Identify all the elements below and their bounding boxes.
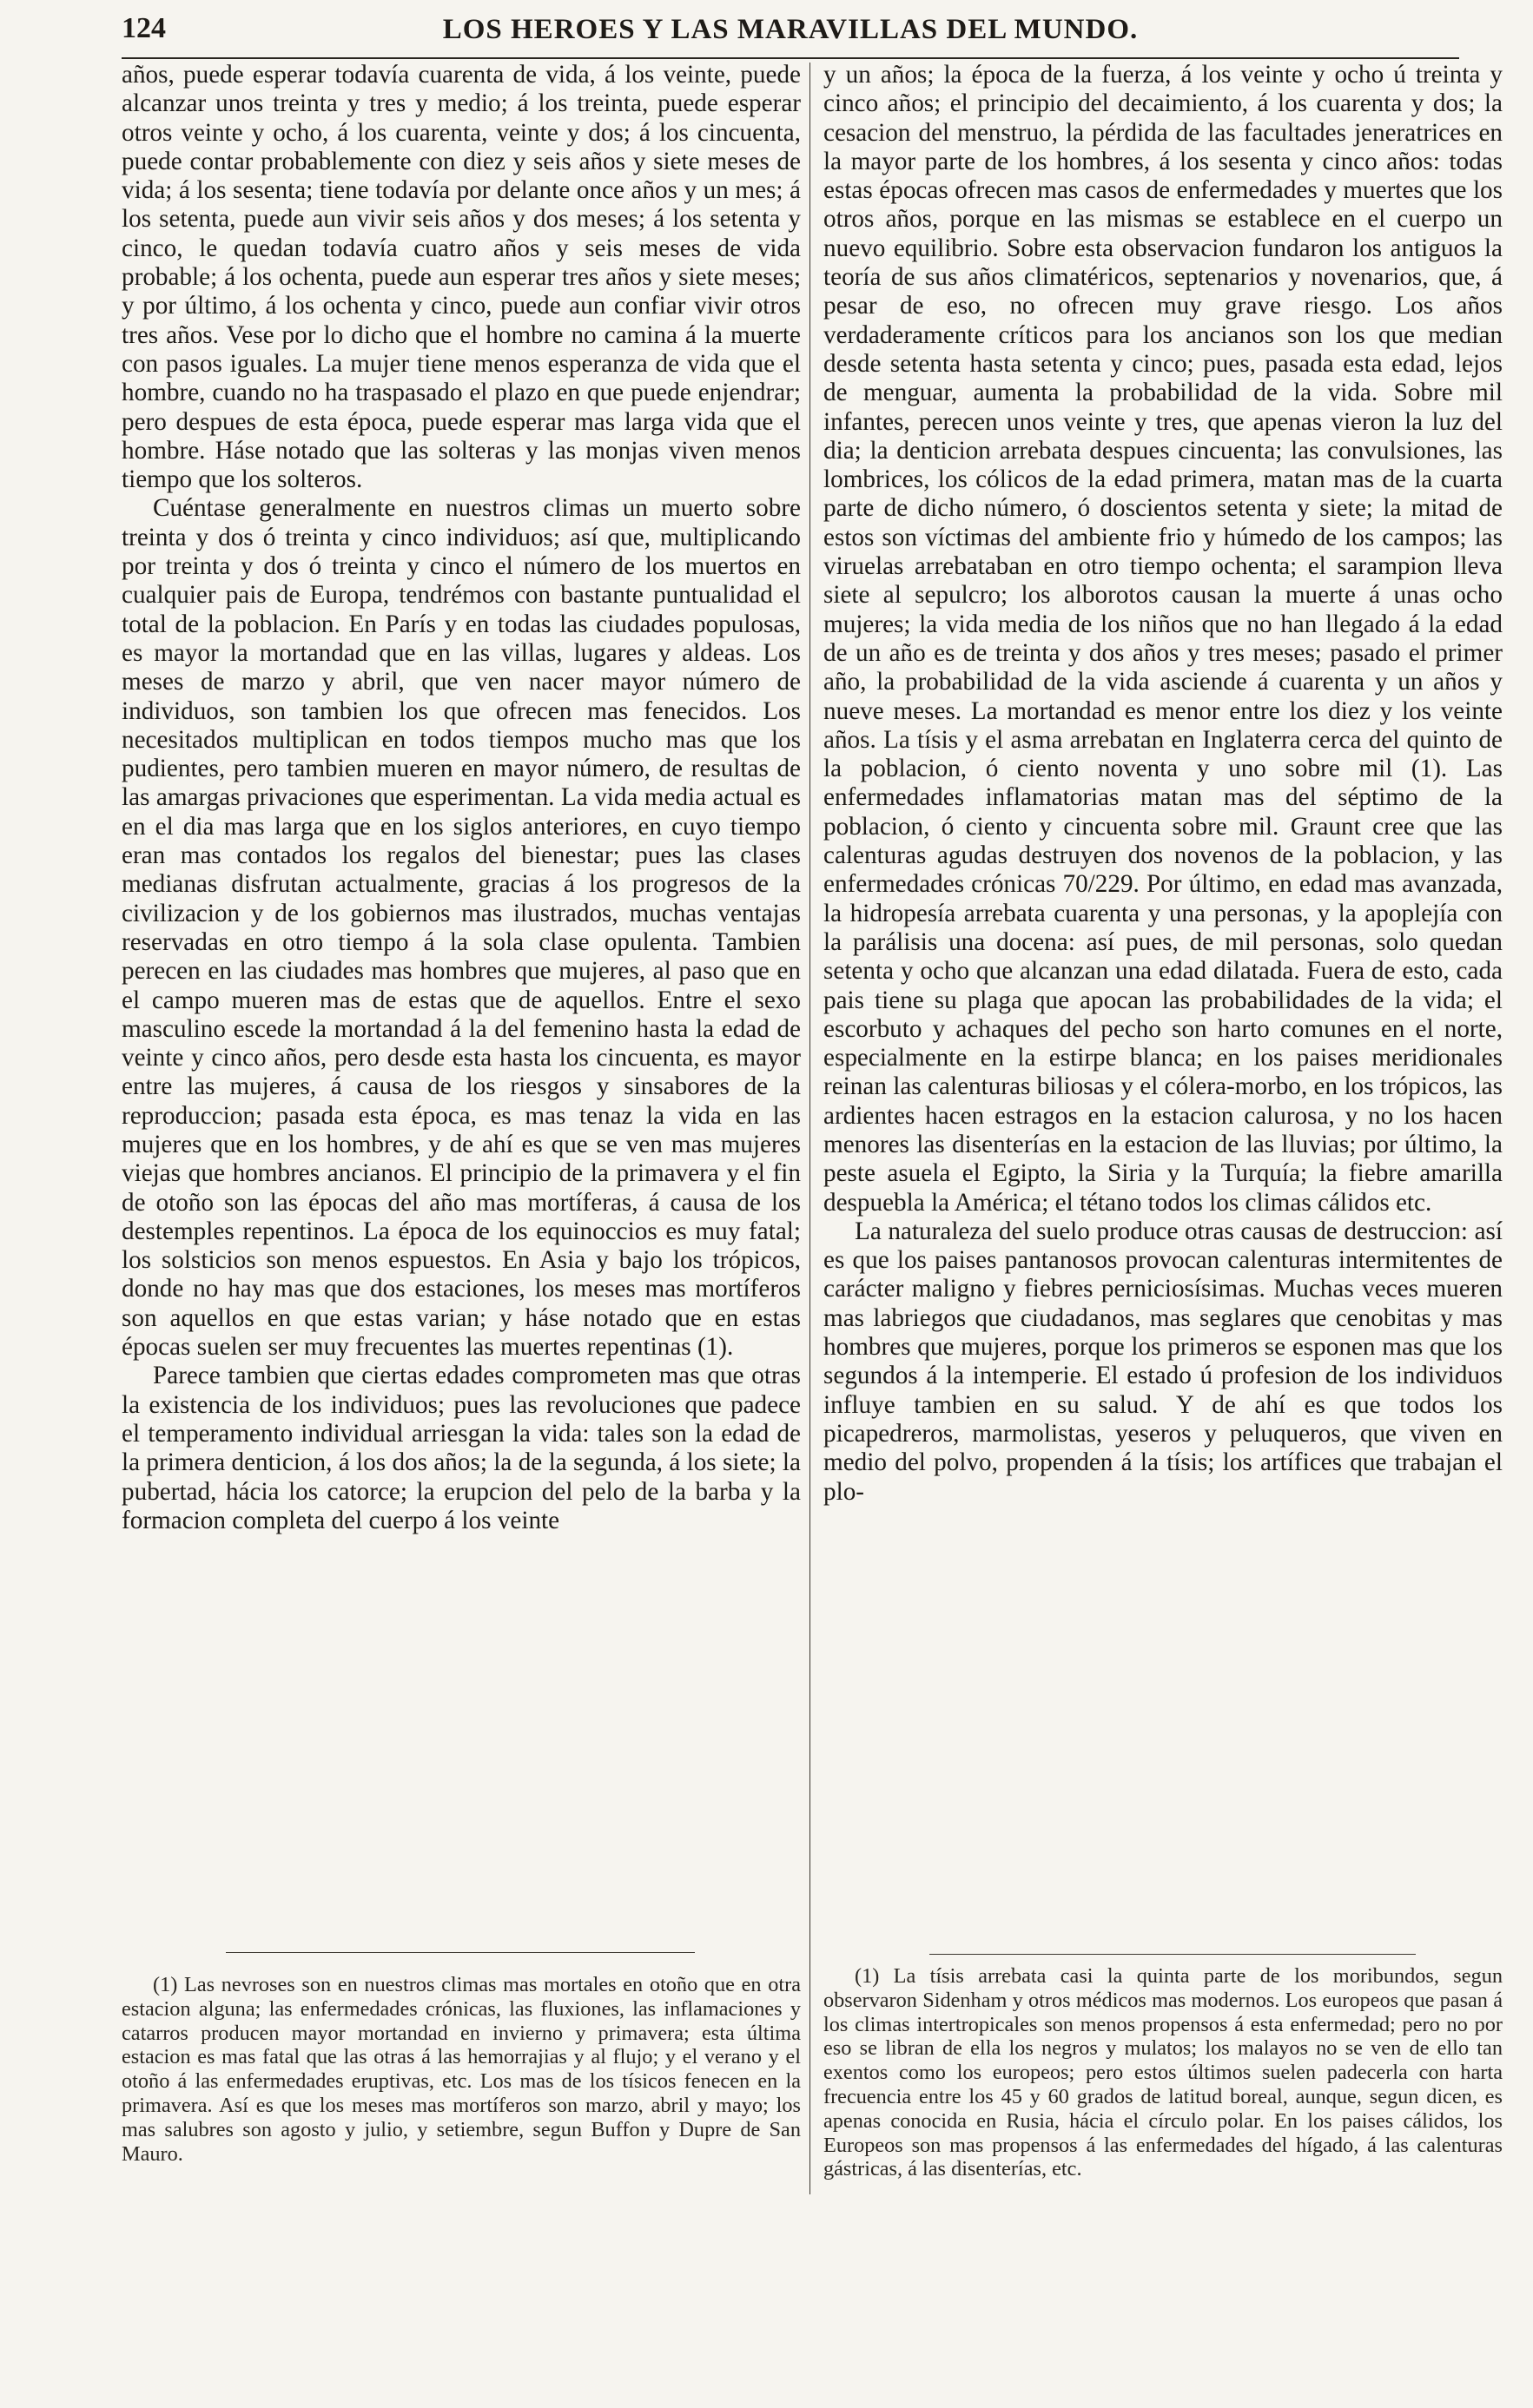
left-paragraph-2: Cuéntase generalmente en nuestros climas un muerto sobre treinta y dos ó treinta y cinco individuos; así que, multiplicando por treinta y dos ó treinta y cinco el número de los muertos en cualquier pais de Europa, tendrémos con bastante puntualidad el total de la poblacion. En París y en todas las ciudades populosas, es mayor la mortandad que en las villas, lugares y aldeas. Los meses de marzo y abril, que ven nacer mayor número de individuos, son tambien los que ofrecen mas fenecidos. Los necesitados multiplican en todos tiempos mucho mas que los pudientes, pero tambien mueren en mayor número, de resultas de las amargas privaciones que esperimentan. La vida media actual es en el dia mas larga que en los siglos anteriores, en cuyo tiempo eran mas contados los regalos del bienestar; pues las clases medianas disfrutan actualmente, gracias á los progresos de la civilizacion y de los gobiernos mas ilustrados, muchas ventajas reservadas en otro tiempo á la sola clase opulenta. Tambien perecen en las ciudades mas hombres que mujeres, al paso que en el campo mueren mas de estas que de aquellos. Entre el sexo masculino escede la mortandad á la del femenino hasta la edad de veinte y cinco años, pero desde esta hasta los cincuenta, es mayor entre las mujeres, á causa de los riesgos y sinsabores de la reproduccion; pasada esta época, es mas tenaz la vida en las mujeres que en los hombres, y de ahí es que se ven mas mujeres viejas que hombres ancianos. El principio de la primavera y el fin de otoño son las épocas del año mas mortíferas, á causa de los destemples repentinos. La época de los equinoccios es muy fatal; los solsticios son menos espuestos. En Asia y bajo los trópicos, donde no hay mas que dos estaciones, los meses mas mortíferos son aquellos en que estas varian; y háse notado que en estas épocas suelen ser muy frecuentes las muertes repentinas (1).: [122, 494, 801, 1362]
footnote-rule-right: [929, 1954, 1416, 1955]
column-divider: [809, 63, 810, 2194]
left-paragraph-3: Parece tambien que ciertas edades comprometen mas que otras la existencia de los individuos; pues las revoluciones que padece el temperamento individual arriesgan la vida: tales son la edad de la primera denticion, á los dos años; la de la segunda, á los siete; la pubertad, hácia los catorce; la erupcion del pelo de la barba y la formacion completa del cuerpo á los veinte: [122, 1362, 801, 1534]
right-column: [823, 61, 1503, 1507]
left-paragraph-1: años, puede esperar todavía cuarenta de vida, á los veinte, puede alcanzar unos treinta y tres y medio; á los treinta, puede esperar otros veinte y ocho, á los cuarenta, veinte y dos; á los cincuenta, puede contar probablemente con diez y seis años y siete meses de vida; á los sesenta; tiene todavía por delante once años y un mes; á los setenta, puede aun vivir seis años y dos meses; á los setenta y cinco, le quedan todavía cuatro años y seis meses de vida probable; á los ochenta, puede aun esperar tres años y siete meses; y por último, á los ochenta y cinco, puede aun confiar vivir otros tres años. Vese por lo dicho que el hombre no camina á la muerte con pasos iguales. La mujer tiene menos esperanza de vida que el hombre, cuando no ha traspasado el plazo en que puede enjendrar; pero despues de esta época, puede esperar mas larga vida que el hombre. Háse notado que las solteras y las monjas viven menos tiempo que los solteros.: [122, 61, 801, 494]
header-rule: [122, 57, 1459, 59]
running-title: LOS HEROES Y LAS MARAVILLAS DEL MUNDO.: [442, 14, 1139, 45]
left-column: [122, 61, 801, 1535]
footnote-rule-left: [226, 1952, 695, 1953]
footnote-right: [823, 1964, 1503, 2181]
footnote-left: [122, 1973, 801, 2166]
footnote-left-text: (1) Las nevroses son en nuestros climas mas mortales en otoño que en otra estacion alguna; las enfermedades crónicas, las fluxiones, las inflamaciones y catarros producen mayor mortandad en invierno y primavera; esta última estacion es mas fatal que las otras á las hemorrajias y al flujo; y el verano y el otoño á las enfermedades eruptivas, etc. Los mas de los tísicos fenecen en la primavera. Así es que los meses mas mortíferos son marzo, abril y mayo; los mas salubres son agosto y julio, y setiembre, segun Buffon y Dupre de San Mauro.: [122, 1973, 801, 2166]
footnote-right-text: (1) La tísis arrebata casi la quinta parte de los moribundos, segun observaron Sidenham y otros médicos mas modernos. Los europeos que pasan á los climas intertropicales son menos propensos á esta enfermedad; pero no por eso se libran de ella los negros y mulatos; los malayos no se ven de ello tan exentos como los europeos; pero estos últimos suelen padecerla con harta frecuencia entre los 45 y 60 grados de latitud boreal, aunque, segun dicen, es apenas conocida en Rusia, hácia el círculo polar. En los paises cálidos, los Europeos son mas propensos á las enfermedades del hígado, á las calenturas gástricas, á las disenterías, etc.: [823, 1964, 1503, 2181]
right-paragraph-1: y un años; la época de la fuerza, á los veinte y ocho ú treinta y cinco años; el principio del decaimiento, á los cuarenta y dos; la cesacion del menstruo, la pérdida de las facultades jeneratrices en la mayor parte de los hombres, á los sesenta y cinco años: todas estas épocas ofrecen mas casos de enfermedades y muertes que los otros años, porque en las mismas se establece en el cuerpo un nuevo equilibrio. Sobre esta observacion fundaron los antiguos la teoría de sus años climatéricos, septenarios y novenarios, que, á pesar de eso, no ofrecen muy grave riesgo. Los años verdaderamente críticos para los ancianos son los que median desde setenta hasta setenta y cinco; pues, pasada esta edad, lejos de menguar, aumenta la probabilidad de la vida. Sobre mil infantes, perecen unos veinte y tres, que apenas vieron la luz del dia; la denticion arrebata despues cincuenta; las convulsiones, las lombrices, los cólicos de la edad primera, matan mas de la cuarta parte de dicho número, ó doscientos setenta y siete; la mitad de estos son víctimas del ambiente frio y húmedo de los campos; las viruelas arrebataban en otro tiempo ochenta; el sarampion lleva siete al sepulcro; los alborotos causan la muerte á unas ocho mujeres; la vida media de los niños que no han llegado á la edad de un año es de treinta y dos años y tres meses; pasado el primer año, la probabilidad de la vida asciende á cuarenta y un años y nueve meses. La mortandad es menor entre los diez y los veinte años. La tísis y el asma arrebatan en Inglaterra cerca del quinto de la poblacion, ó ciento noventa y uno sobre mil (1). Las enfermedades inflamatorias matan mas del séptimo de la poblacion, ó ciento y cincuenta sobre mil. Graunt cree que las calenturas agudas destruyen dos novenos de la poblacion, y las enfermedades crónicas 70/229. Por último, en edad mas avanzada, la hidropesía arrebata cuarenta y una personas, y la apoplejía con la parálisis una docena: así pues, de mil personas, solo quedan setenta y ocho que alcanzan una edad dilatada. Fuera de esto, cada pais tiene su plaga que apocan las probabilidades de la vida; el escorbuto y achaques del pecho son harto comunes en el norte, especialmente en la estirpe blanca; en los paises meridionales reinan las calenturas biliosas y el cólera-morbo, en los trópicos, las ardientes hacen estragos en la estacion calurosa, y no los hacen menores las disenterías en la estacion de las lluvias; por último, la peste asuela el Egipto, la Siria y la Turquía; la fiebre amarilla despuebla la América; el tétano todos los climas cálidos etc.: [823, 61, 1503, 1217]
page-number: 124: [122, 12, 166, 44]
right-paragraph-2: La naturaleza del suelo produce otras causas de destruccion: así es que los paises pantanosos provocan calenturas intermitentes de carácter maligno y fiebres perniciosísimas. Muchas veces mueren mas labriegos que ciudadanos, mas seglares que cenobitas y mas hombres que mujeres, porque los primeros se esponen mas que los segundos á la intemperie. El estado ú profesion de los individuos influye tambien en su salud. Y de ahí es que todos los picapedreros, marmolistas, yeseros y peluqueros, que viven en medio del polvo, propenden á la tísis; los artífices que trabajan el plo-: [823, 1217, 1503, 1506]
